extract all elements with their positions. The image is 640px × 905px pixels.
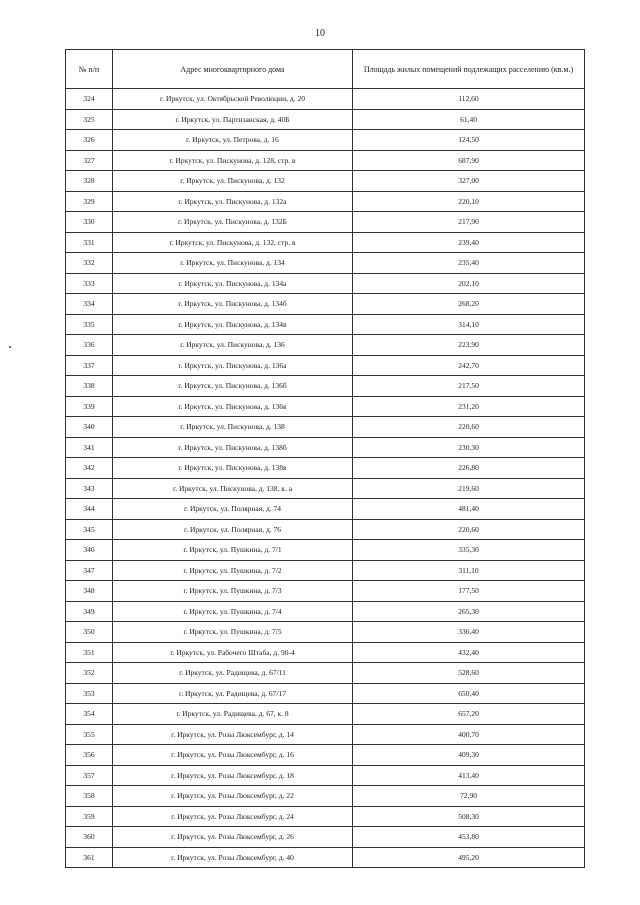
row-address: г. Иркутск, ул. Пискунова, д. 138в [113,458,353,479]
row-address: г. Иркутск, ул. Пискунова, д. 128, стр. в [113,150,353,171]
table-row [66,560,585,581]
row-number: 338 [66,376,113,397]
row-area: 220,10 [353,191,585,212]
row-number: 328 [66,171,113,192]
row-area: 219,60 [353,478,585,499]
row-number: 354 [66,704,113,725]
table-row [66,827,585,848]
row-number: 351 [66,642,113,663]
row-area: 217,90 [353,212,585,233]
row-address: г. Иркутск, ул. Пушкина, д. 7/2 [113,560,353,581]
row-area: 202,10 [353,273,585,294]
row-number: 330 [66,212,113,233]
row-number: 345 [66,519,113,540]
row-area: 314,10 [353,314,585,335]
row-number: 358 [66,786,113,807]
table-row [66,437,585,458]
row-number: 360 [66,827,113,848]
row-address: г. Иркутск, ул. Пушкина, д. 7/4 [113,601,353,622]
row-area: 311,10 [353,560,585,581]
table-row [66,581,585,602]
row-number: 353 [66,683,113,704]
row-area: 112,60 [353,89,585,110]
table-row [66,89,585,110]
row-address: г. Иркутск, ул. Радищева, д. 67, к. 8 [113,704,353,725]
row-area: 657,20 [353,704,585,725]
table-row [66,540,585,561]
row-address: г. Иркутск, ул. Пискунова, д. 136 [113,335,353,356]
row-number: 326 [66,130,113,151]
table-row [66,601,585,622]
row-area: 336,40 [353,622,585,643]
table-body [66,89,585,868]
row-address: г. Иркутск, ул. Розы Люксембург, д. 18 [113,765,353,786]
table-row [66,519,585,540]
table-row [66,396,585,417]
row-number: 341 [66,437,113,458]
row-number: 334 [66,294,113,315]
row-area: 413,40 [353,765,585,786]
row-area: 226,80 [353,458,585,479]
table-row [66,150,585,171]
row-address: г. Иркутск, ул. Пискунова, д. 132Б [113,212,353,233]
row-area: 231,20 [353,396,585,417]
table-row [66,212,585,233]
table-row [66,232,585,253]
row-address: г. Иркутск, ул. Радищева, д. 67/17 [113,683,353,704]
row-area: 235,40 [353,253,585,274]
table-row [66,355,585,376]
row-address: г. Иркутск, ул. Пискунова, д. 136а [113,355,353,376]
row-area: 495,20 [353,847,585,868]
row-area: 61,40 [353,109,585,130]
row-area: 508,30 [353,806,585,827]
row-address: г. Иркутск, ул. Пискунова, д. 132 [113,171,353,192]
row-area: 265,30 [353,601,585,622]
resettlement-table [65,49,585,868]
row-address: г. Иркутск, ул. Розы Люксембург, д. 26 [113,827,353,848]
page-number: 10 [315,28,325,39]
row-number: 357 [66,765,113,786]
row-number: 329 [66,191,113,212]
row-address: г. Иркутск, ул. Пискунова, д. 138 [113,417,353,438]
row-area: 409,30 [353,745,585,766]
row-number: 344 [66,499,113,520]
row-number: 336 [66,335,113,356]
row-address: г. Иркутск, ул. Розы Люксембург, д. 22 [113,786,353,807]
table-row [66,786,585,807]
table-row [66,109,585,130]
row-number: 355 [66,724,113,745]
row-number: 361 [66,847,113,868]
row-area: 223,90 [353,335,585,356]
row-area: 481,40 [353,499,585,520]
row-area: 335,30 [353,540,585,561]
row-address: г. Иркутск, ул. Пискунова, д. 132, стр. в [113,232,353,253]
row-number: 339 [66,396,113,417]
table-row [66,294,585,315]
table-row [66,458,585,479]
header-row [66,50,585,89]
row-number: 332 [66,253,113,274]
row-address: г. Иркутск, ул. Пушкина, д. 7/5 [113,622,353,643]
row-area: 327,00 [353,171,585,192]
table-row [66,335,585,356]
row-number: 337 [66,355,113,376]
row-address: г. Иркутск, ул. Пискунова, д. 136б [113,376,353,397]
row-address: г. Иркутск, ул. Октябрьской Революции, д. 20 [113,89,353,110]
row-address: г. Иркутск, ул. Партизанская, д. 40Б [113,109,353,130]
table-row [66,847,585,868]
row-area: 687,90 [353,150,585,171]
row-number: 359 [66,806,113,827]
row-number: 349 [66,601,113,622]
row-number: 356 [66,745,113,766]
row-address: г. Иркутск, ул. Пискунова, д. 134в [113,314,353,335]
row-address: г. Иркутск, ул. Пискунова, д. 138, к. а [113,478,353,499]
header-address: Адрес многоквартирного дома [113,50,353,89]
row-area: 124,50 [353,130,585,151]
row-address: г. Иркутск, ул. Пушкина, д. 7/3 [113,581,353,602]
row-number: 342 [66,458,113,479]
row-area: 432,40 [353,642,585,663]
row-address: г. Иркутск, ул. Розы Люксембург, д. 16 [113,745,353,766]
row-address: г. Иркутск, ул. Пискунова, д. 134 [113,253,353,274]
row-number: 324 [66,89,113,110]
row-area: 239,40 [353,232,585,253]
row-area: 400,70 [353,724,585,745]
table-row [66,499,585,520]
table-row [66,724,585,745]
row-address: г. Иркутск, ул. Полярная, д. 74 [113,499,353,520]
row-address: г. Иркутск, ул. Пушкина, д. 7/1 [113,540,353,561]
row-number: 352 [66,663,113,684]
table-row [66,171,585,192]
row-area: 528,60 [353,663,585,684]
row-address: г. Иркутск, ул. Розы Люксембург, д. 14 [113,724,353,745]
table-row [66,663,585,684]
row-area: 72,90 [353,786,585,807]
table-row [66,376,585,397]
table-row [66,642,585,663]
row-number: 347 [66,560,113,581]
row-address: г. Иркутск, ул. Пискунова, д. 134б [113,294,353,315]
table-row [66,765,585,786]
row-number: 346 [66,540,113,561]
row-address: г. Иркутск, ул. Пискунова, д. 138б [113,437,353,458]
header-area: Площадь жилых помещений подлежащих расселению (кв.м.) [353,50,585,89]
table-row [66,683,585,704]
row-number: 325 [66,109,113,130]
row-address: г. Иркутск, ул. Рабочего Штаба, д. 90-4 [113,642,353,663]
row-address: г. Иркутск, ул. Радищева, д. 67/11 [113,663,353,684]
row-number: 343 [66,478,113,499]
table-row [66,478,585,499]
row-area: 177,50 [353,581,585,602]
row-area: 217,50 [353,376,585,397]
row-number: 350 [66,622,113,643]
row-number: 331 [66,232,113,253]
row-area: 453,80 [353,827,585,848]
row-address: г. Иркутск, ул. Петрова, д. 16 [113,130,353,151]
row-area: 650,40 [353,683,585,704]
table-row [66,806,585,827]
table-row [66,417,585,438]
scan-speck [9,346,11,348]
header-number: № п/п [66,50,113,89]
table-row [66,704,585,725]
row-address: г. Иркутск, ул. Полярная, д. 76 [113,519,353,540]
row-address: г. Иркутск, ул. Пискунова, д. 132а [113,191,353,212]
row-number: 333 [66,273,113,294]
row-area: 268,20 [353,294,585,315]
row-address: г. Иркутск, ул. Пискунова, д. 134а [113,273,353,294]
table-header [66,50,585,89]
row-area: 242,70 [353,355,585,376]
table-row [66,622,585,643]
table-row [66,745,585,766]
table-row [66,130,585,151]
row-number: 335 [66,314,113,335]
table-row [66,191,585,212]
row-address: г. Иркутск, ул. Пискунова, д. 136в [113,396,353,417]
table-row [66,253,585,274]
row-number: 340 [66,417,113,438]
table-row [66,314,585,335]
row-number: 327 [66,150,113,171]
row-area: 220,60 [353,417,585,438]
table-row [66,273,585,294]
row-area: 220,60 [353,519,585,540]
row-address: г. Иркутск, ул. Розы Люксембург, д. 40 [113,847,353,868]
row-area: 230,30 [353,437,585,458]
row-number: 348 [66,581,113,602]
row-address: г. Иркутск, ул. Розы Люксембург, д. 24 [113,806,353,827]
